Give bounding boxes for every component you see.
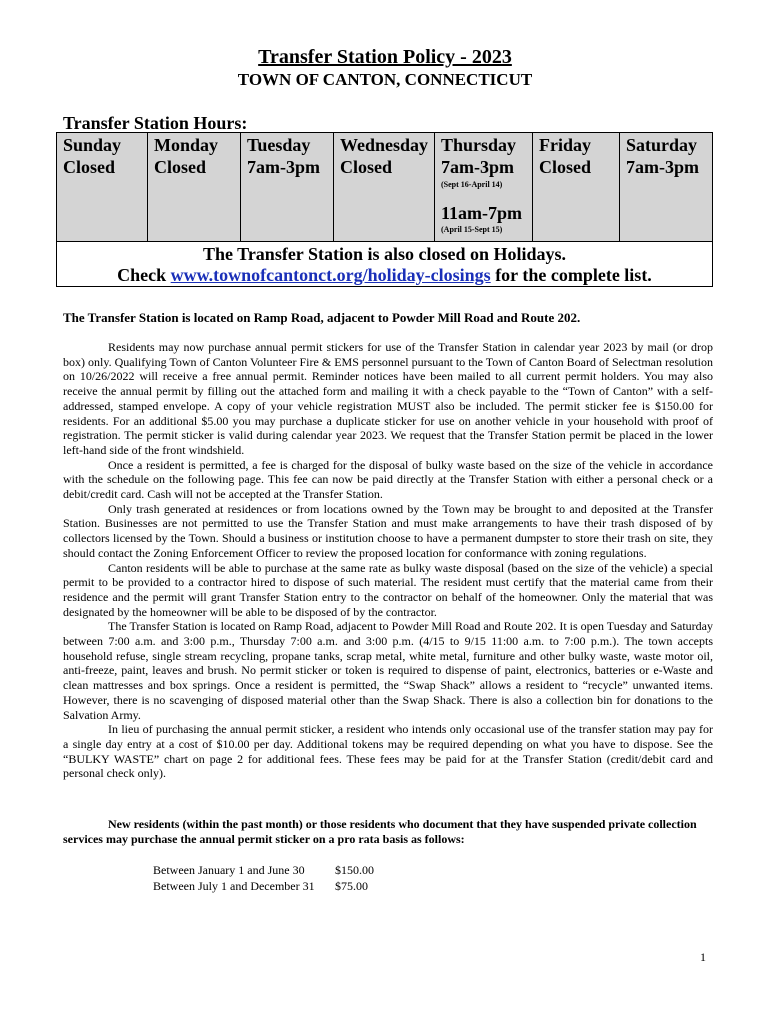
hours-table xyxy=(56,132,713,287)
day-name: Saturday xyxy=(626,135,698,155)
day-time: 7am-3pm xyxy=(626,157,699,177)
paragraph-permits: Residents may now purchase annual permit stickers for use of the Transfer Station in calendar year 2023 by mail (or drop box) only. Qualifying Town of Canton Volunteer Fire & EMS personnel pursuant to the Town of Canton Board of Selectman resolution on 10/26/2022 will receive a free annual permit. Reminder notices have been mailed to all current permit holders. You may also receive the annual permit by filling out the attached form and mailing it with a check payable to the “Town of Canton” with a self-addressed, stamped envelope. A copy of your vehicle registration MUST also be included. The permit sticker fee is $150.00 for residents. For an additional $5.00 you may purchase a duplicate sticker for use on another vehicle in your household with proof of registration. The permit sticker is valid during calendar year 2023. We request that the Transfer Station permit be placed in the lower left-hand side of the front windshield. xyxy=(63,340,713,457)
day-time: Closed xyxy=(63,157,116,177)
policy-body xyxy=(63,340,713,781)
fee-period: Between July 1 and December 31 xyxy=(153,879,315,893)
holiday-closings-link[interactable]: www.townofcantonct.org/holiday-closings xyxy=(170,265,491,285)
fee-amount: $150.00 xyxy=(335,863,374,877)
fee-row xyxy=(153,878,374,894)
day-cell-tuesday xyxy=(241,133,334,241)
day-name: Friday xyxy=(539,135,591,155)
fee-period: Between January 1 and June 30 xyxy=(153,863,305,877)
day-cell-saturday xyxy=(620,133,712,241)
hours-heading: Transfer Station Hours: xyxy=(63,113,248,133)
day-time: Closed xyxy=(154,157,207,177)
fee-amount: $75.00 xyxy=(335,879,368,893)
fee-row xyxy=(153,862,374,878)
document-subtitle: TOWN OF CANTON, CONNECTICUT xyxy=(237,70,533,89)
day-name: Thursday xyxy=(441,135,517,155)
day-time: Closed xyxy=(539,157,592,177)
page-number: 1 xyxy=(700,950,706,964)
day-name: Wednesday xyxy=(340,135,429,155)
thursday-winter-note: (Sept 16-April 14) xyxy=(441,180,503,189)
day-cell-thursday xyxy=(435,133,533,241)
pro-rata-fees xyxy=(153,862,374,894)
day-cell-friday xyxy=(533,133,620,241)
day-time: 7am-3pm xyxy=(247,157,320,177)
paragraph-residential-trash: Only trash generated at residences or from locations owned by the Town may be brought to and deposited at the Transfer Station. Businesses are not permitted to use the Transfer Station and must make arrangements to have their trash disposed of by collectors licensed by the Town. Should a business or institution choose to have a permanent dumpster to store their trash on site, they should contact the Zoning Enforcement Officer to review the proposed location for conformance with zoning regulations. xyxy=(63,501,713,560)
holiday-notice xyxy=(57,241,712,286)
thursday-summer-note: (April 15-Sept 15) xyxy=(441,225,503,234)
holiday-line: The Transfer Station is also closed on Holidays. xyxy=(202,244,567,264)
paragraph-contractor-permit: Canton residents will be able to purchase at the same rate as bulky waste disposal (based on the size of the vehicle) a special permit to be provided to a contractor hired to dispose of such material. The resident must certify that the material came from their residence and the permit will grant Transfer Station entry to the contractor on behalf of the homeowner. Only the material that was designated by the homeowner will be able to be disposed of by the contractor. xyxy=(63,560,713,619)
day-cell-wednesday xyxy=(334,133,435,241)
day-name: Sunday xyxy=(63,135,122,155)
thursday-summer-time: 11am-7pm xyxy=(441,203,522,223)
paragraph-hours-accepted: The Transfer Station is located on Ramp Road, adjacent to Powder Mill Road and Route 202. It is open Tuesday and Saturday between 7:00 a.m. and 3:00 p.m., Thursday 7:00 a.m. and 3:00 p.m. (4/15 to 9/15 11:00 a.m. to 7:00 p.m.). The town accepts household refuse, single stream recycling, propane tanks, scrap metal, white metal, furniture and other bulky waste, waste motor oil, anti-freeze, paint, leaves and brush. No permit sticker or token is required to dispense of paint, electronics, batteries or e-Waste and clean mattresses and box springs. Once a resident is permitted, the “Swap Shack” allows a resident to “recycle” unwanted items. However, there is no scavenging of disposed material other than the Swap Shack. There is also a collection bin for donations to the Salvation Army. xyxy=(63,619,713,722)
holiday-suffix: for the complete list. xyxy=(490,265,652,285)
day-name: Monday xyxy=(154,135,219,155)
document-title: Transfer Station Policy - 2023 xyxy=(258,46,512,68)
new-residents-note: New residents (within the past month) or those residents who document that they have suspended private collection services may purchase the annual permit sticker on a pro rata basis as follows: xyxy=(63,817,697,846)
day-time: Closed xyxy=(340,157,393,177)
day-cell-sunday xyxy=(57,133,148,241)
day-cell-monday xyxy=(148,133,241,241)
holiday-link-line xyxy=(57,265,712,286)
day-name: Tuesday xyxy=(247,135,311,155)
holiday-prefix: Check xyxy=(117,265,171,285)
location-statement: The Transfer Station is located on Ramp Road, adjacent to Powder Mill Road and Route 202. xyxy=(63,310,581,325)
paragraph-single-day: In lieu of purchasing the annual permit sticker, a resident who intends only occasional use of the transfer station may pay for a single day entry at a cost of $10.00 per day. Additional tokens may be required depending on what you have to dispose. See the “BULKY WASTE” chart on page 2 for additional fees. These fees may be paid for at the Transfer Station (credit/debit card and personal check only). xyxy=(63,722,713,781)
paragraph-bulky-waste: Once a resident is permitted, a fee is charged for the disposal of bulky waste based on the size of the vehicle in accordance with the schedule on the following page. This fee can now be paid directly at the Transfer Station with either a personal check or a debit/credit card. Cash will not be accepted at the Transfer Station. xyxy=(63,457,713,502)
day-time: 7am-3pm xyxy=(441,157,514,177)
